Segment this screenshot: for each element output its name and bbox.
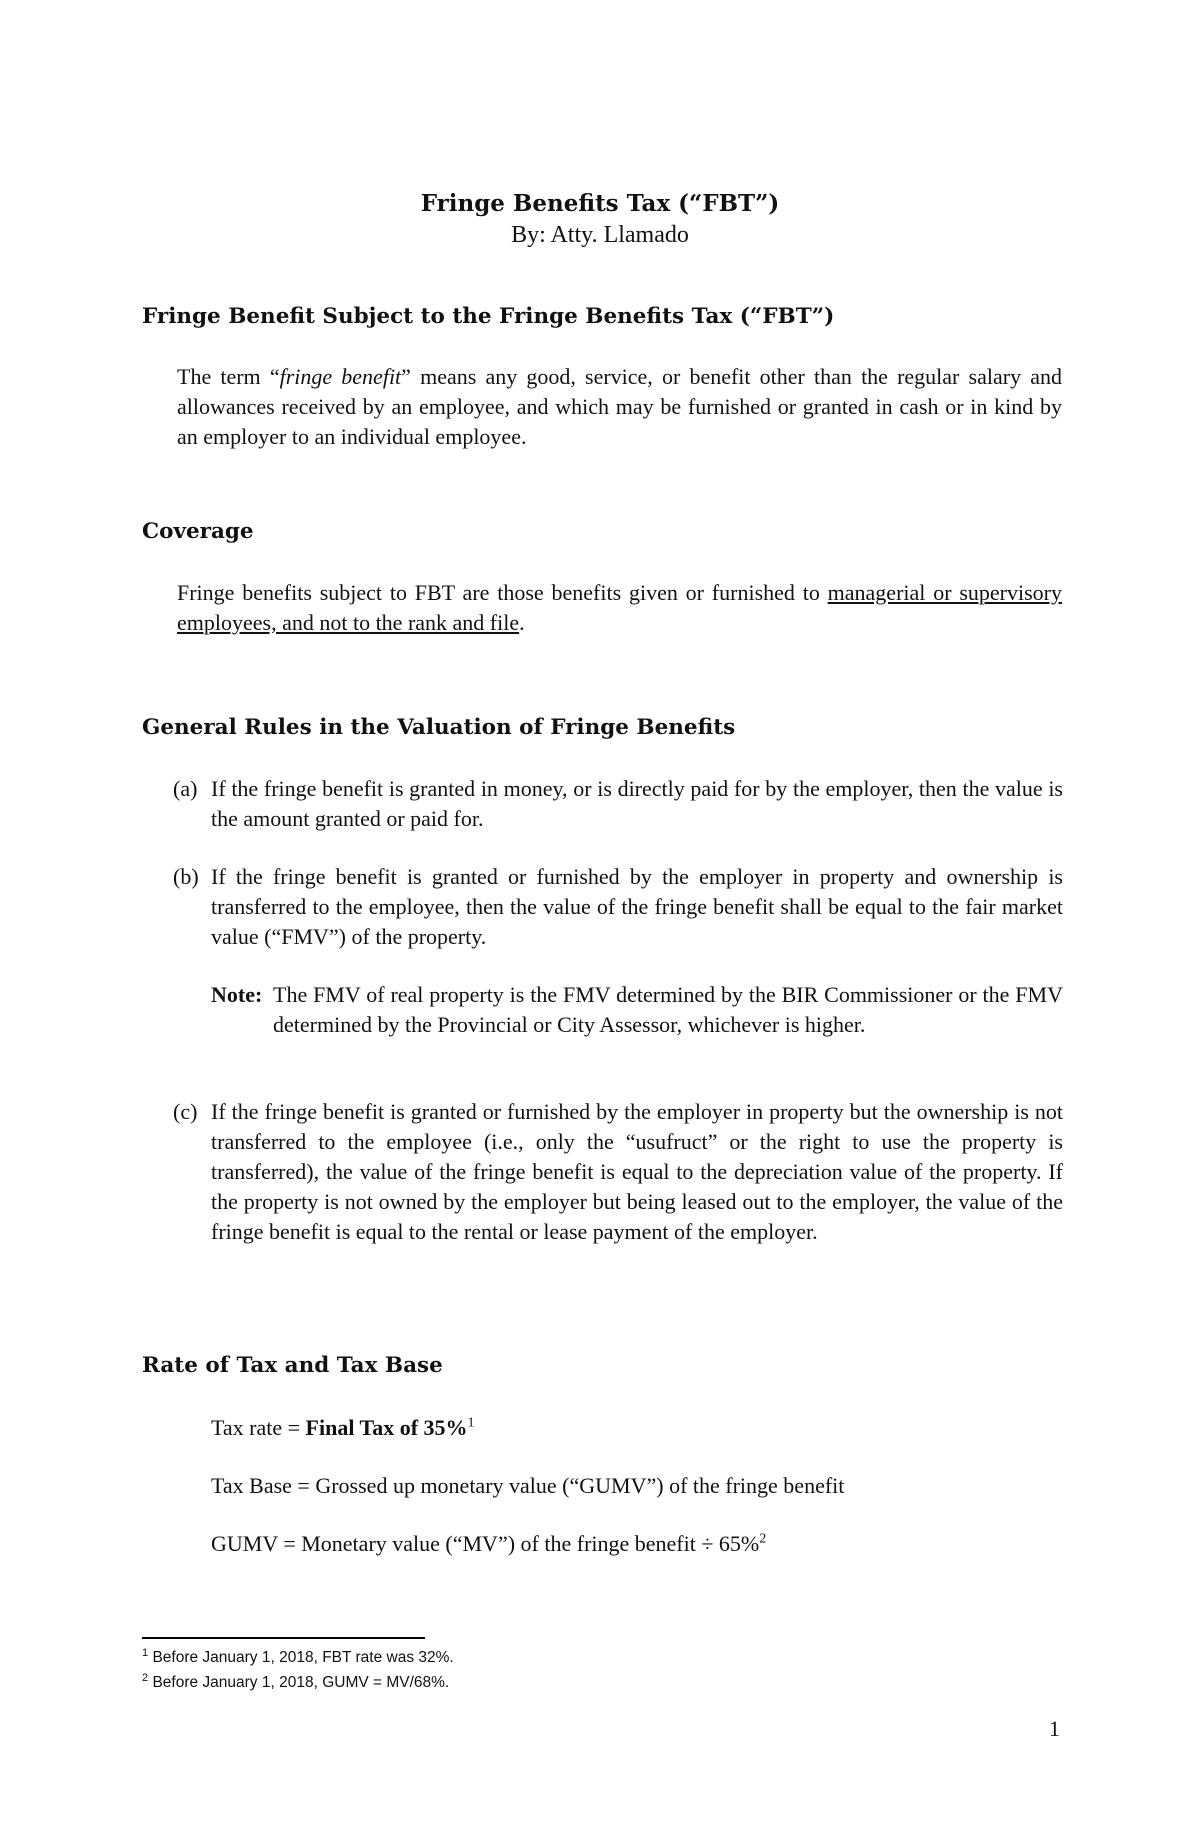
footnote-1-number: 1 (142, 1646, 149, 1659)
footnote-1 (142, 1646, 454, 1667)
note-text: The FMV of real property is the FMV determined by the BIR Commissioner or the FMV determined by the Provincial or City Assessor, whichever is higher. (273, 982, 1063, 1037)
coverage-end: . (519, 610, 525, 635)
item-text-a: If the fringe benefit is granted in money, or is directly paid for by the employer, then the value is the amount granted or paid for. (211, 776, 1063, 831)
item-text-c: If the fringe benefit is granted or furnished by the employer in property but the ownership is not transferred to the employee (i.e., only the “usufruct” or the right to use the property is transferred), the value of the fringe benefit is equal to the depreciation value of the property. If the property is not owned by the employer but being leased out to the employer, the value of the fringe benefit is equal to the rental or lease payment of the employer. (211, 1099, 1063, 1244)
tax-base-line: Tax Base = Grossed up monetary value (“GUMV”) of the fringe benefit (211, 1473, 845, 1498)
item-text-b: If the fringe benefit is granted or furnished by the employer in property and ownership is transferred to the employee, then the value of the fringe benefit shall be equal to the fair market value (“FMV”) of the property. (211, 864, 1063, 949)
definition-term: fringe benefit (279, 364, 402, 389)
definition-text-pre: The term “ (177, 364, 280, 389)
footnote-2 (142, 1671, 450, 1692)
valuation-note (211, 980, 1063, 1040)
section-heading-valuation: General Rules in the Valuation of Fringe Benefits (142, 715, 736, 740)
coverage-text: Fringe benefits subject to FBT are those benefits given or furnished to (177, 580, 828, 605)
item-label-b: (b) (173, 864, 199, 889)
gumv-formula: GUMV = Monetary value (“MV”) of the fringe benefit ÷ 65% (211, 1531, 760, 1556)
document-title: Fringe Benefits Tax (“FBT”) (420, 190, 780, 217)
footnote-ref-2: 2 (759, 1531, 767, 1547)
valuation-item-a (173, 774, 1063, 834)
page-number: 1 (1049, 1716, 1060, 1741)
item-label-a: (a) (173, 776, 198, 801)
tax-rate-line (211, 1415, 475, 1441)
footnote-2-text: Before January 1, 2018, GUMV = MV/68%. (152, 1674, 450, 1691)
definition-paragraph (177, 362, 1062, 452)
tax-rate-value: Final Tax of 35% (305, 1415, 468, 1440)
footnote-1-text: Before January 1, 2018, FBT rate was 32%. (152, 1649, 454, 1666)
valuation-item-c (173, 1097, 1063, 1247)
document-byline: By: Atty. Llamado (511, 222, 689, 248)
gumv-line (211, 1531, 766, 1557)
section-heading-definition: Fringe Benefit Subject to the Fringe Benefits Tax (“FBT”) (142, 304, 835, 329)
footnote-ref-1: 1 (467, 1415, 475, 1431)
footnote-2-number: 2 (142, 1671, 149, 1684)
footnote-separator (142, 1637, 425, 1639)
section-heading-rate: Rate of Tax and Tax Base (142, 1353, 443, 1378)
tax-rate-prefix: Tax rate = (211, 1415, 306, 1440)
note-label: Note: (211, 982, 263, 1007)
coverage-underlined-text: managerial or supervisory employees, and not to the rank and file (177, 580, 1062, 635)
valuation-item-b (173, 862, 1063, 952)
coverage-paragraph (177, 578, 1062, 638)
item-label-c: (c) (173, 1099, 198, 1124)
definition-text-post: ” means any good, service, or benefit other than the regular salary and allowances received by an employee, and which may be furnished or granted in cash or in kind by an employer to an individual employee. (177, 364, 1062, 449)
section-heading-coverage: Coverage (142, 519, 254, 544)
